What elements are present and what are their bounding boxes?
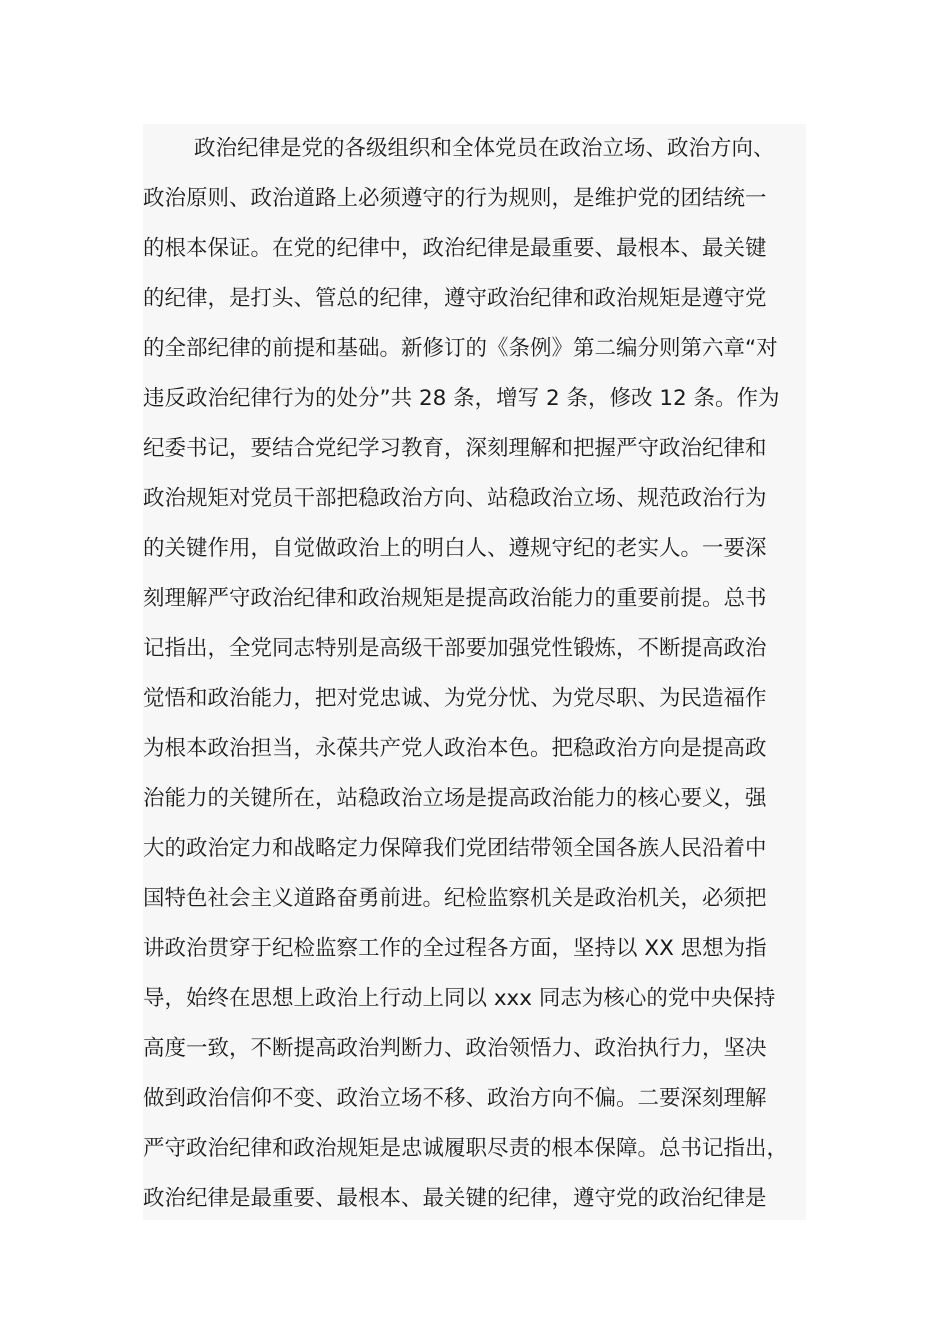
text-line-13: 为根本政治担当，永葆共产党人政治本色。把稳政治方向是提高政: [143, 736, 767, 761]
text-line-7: 纪委书记，要结合党纪学习教育，深刻理解和把握严守政治纪律和: [143, 436, 767, 461]
text-line-9: 的关键作用，自觉做政治上的明白人、遵规守纪的老实人。一要深: [143, 536, 767, 561]
body-paragraph: [143, 124, 806, 1220]
text-line-8: 政治规矩对党员干部把稳政治方向、站稳政治立场、规范政治行为: [143, 486, 767, 511]
text-line-1: 政治纪律是党的各级组织和全体党员在政治立场、政治方向、: [194, 136, 775, 161]
text-line-16: 国特色社会主义道路奋勇前进。纪检监察机关是政治机关，必须把: [143, 886, 767, 911]
text-line-3: 的根本保证。在党的纪律中，政治纪律是最重要、最根本、最关键: [143, 236, 767, 261]
text-line-14: 治能力的关键所在，站稳政治立场是提高政治能力的核心要义，强: [143, 786, 767, 811]
text-line-2: 政治原则、政治道路上必须遵守的行为规则，是维护党的团结统一: [143, 186, 767, 211]
text-line-15: 大的政治定力和战略定力保障我们党团结带领全国各族人民沿着中: [143, 836, 767, 861]
text-line-17: 讲政治贯穿于纪检监察工作的全过程各方面，坚持以 XX 思想为指: [143, 936, 767, 961]
text-line-19: 高度一致，不断提高政治判断力、政治领悟力、政治执行力，坚决: [143, 1036, 767, 1061]
text-line-20: 做到政治信仰不变、政治立场不移、政治方向不偏。二要深刻理解: [143, 1086, 767, 1111]
text-line-12: 觉悟和政治能力，把对党忠诚、为党分忧、为党尽职、为民造福作: [143, 686, 767, 711]
text-line-4: 的纪律，是打头、管总的纪律，遵守政治纪律和政治规矩是遵守党: [143, 286, 767, 311]
text-line-22: 政治纪律是最重要、最根本、最关键的纪律，遵守党的政治纪律是: [143, 1186, 767, 1211]
text-line-21: 严守政治纪律和政治规矩是忠诚履职尽责的根本保障。总书记指出，: [143, 1136, 789, 1161]
text-line-5: 的全部纪律的前提和基础。新修订的《条例》第二编分则第六章“对: [143, 336, 778, 361]
text-line-18: 导，始终在思想上政治上行动上同以 xxx 同志为核心的党中央保持: [143, 986, 776, 1011]
text-line-6: 违反政治纪律行为的处分”共 28 条，增写 2 条，修改 12 条。作为: [143, 386, 780, 411]
text-line-10: 刻理解严守政治纪律和政治规矩是提高政治能力的重要前提。总书: [143, 586, 767, 611]
text-line-11: 记指出，全党同志特别是高级干部要加强党性锻炼，不断提高政治: [143, 636, 767, 661]
